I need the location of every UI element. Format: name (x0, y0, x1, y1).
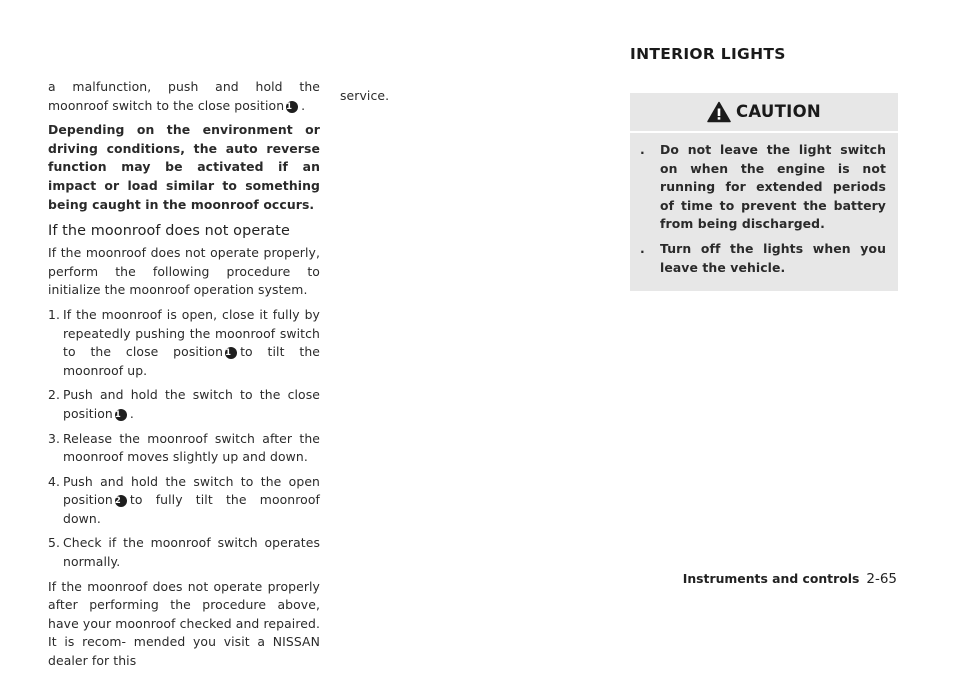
caution-header (630, 93, 898, 133)
step-5: 5. Check if the moonroof switch operates normally. (48, 535, 320, 570)
caution-box (630, 93, 898, 291)
caution-list (630, 141, 898, 277)
step-3: 3. Release the moonroof switch after the moonroof moves slightly up and down. (48, 430, 320, 465)
caution-item: . Do not leave the light switch on when the engine is not running for extended periods of time to prevent the battery from being discharged. (640, 142, 886, 232)
section-title: INTERIOR LIGHTS (630, 45, 786, 63)
middle-column (340, 87, 600, 112)
continuation-text: service. (340, 88, 390, 103)
footer-section-name: Instruments and controls (682, 571, 860, 586)
right-column (630, 44, 898, 291)
position-marker-1: 1 (115, 409, 127, 421)
step-4: 4. Push and hold the switch to the open position 2 to fully tilt the moonroof down. (48, 473, 320, 526)
page-number: 2-65 (866, 571, 897, 587)
position-marker-1: 1 (225, 347, 237, 359)
procedure-steps (48, 306, 320, 572)
warning-triangle-icon (707, 101, 731, 123)
auto-reverse-note: Depending on the environment or driving conditions, the auto reverse function may be activated if an impact or load similar to something being caught in the moonroof occurs. (48, 122, 320, 212)
page-footer (683, 571, 897, 587)
position-marker-2: 2 (115, 495, 127, 507)
continued-paragraph: a malfunction, push and hold the moonroof switch to the close position 1 . (48, 79, 320, 113)
position-marker-1: 1 (286, 101, 298, 113)
caution-label: CAUTION (735, 101, 822, 121)
left-column (48, 78, 320, 677)
intro-paragraph: If the moonroof does not operate properly, perform the following procedure to initialize the moonroof operation system. (48, 245, 320, 298)
subsection-heading: If the moonroof does not operate (48, 223, 290, 240)
step-2: 2. Push and hold the switch to the close position 1 . (48, 387, 320, 421)
caution-item: . Turn off the lights when you leave the vehicle. (640, 240, 886, 275)
closing-paragraph: If the moonroof does not operate properly after performing the procedure above, have your moonroof checked and repaired. It is recom- mended you visit a NISSAN dealer for this (48, 578, 320, 669)
step-1: 1. If the moonroof is open, close it fully by repeatedly pushing the moonroof switch to the close position 1 to tilt the moonroof up. (48, 306, 320, 378)
